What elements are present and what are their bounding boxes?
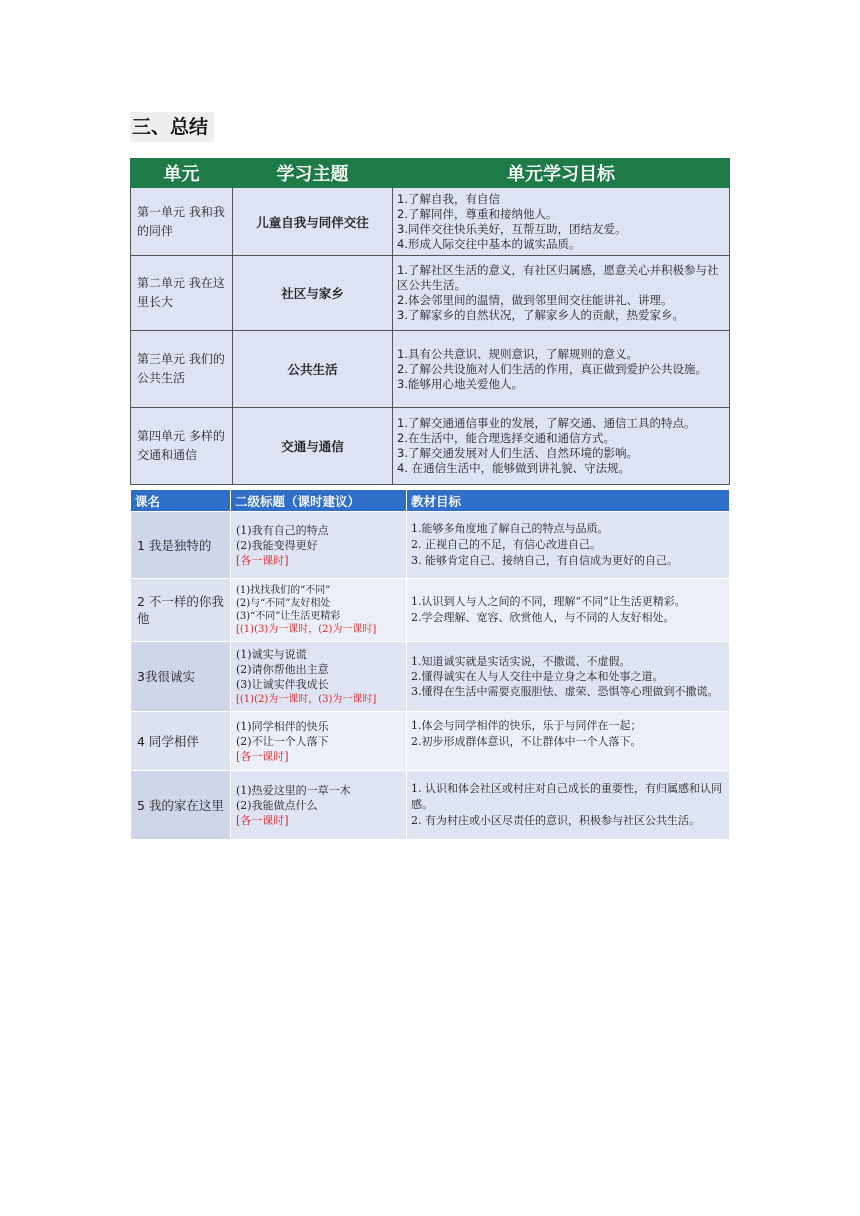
- unit-goals: [393, 188, 730, 256]
- course-name: 1 我是独特的: [131, 512, 231, 579]
- aim-line: 2.初步形成群体意识，不让群体中一个人落下。: [411, 735, 642, 748]
- unit-theme: 社区与家乡: [233, 256, 393, 331]
- aim-line: 1.认识到人与人之间的不同，理解“不同”让生活更精彩。: [411, 595, 686, 608]
- course-subtitles: [231, 771, 407, 840]
- unit-name: 第一单元 我和我的同伴: [131, 188, 233, 256]
- goal-line: 1.具有公共意识、规则意识，了解规则的意义。: [397, 346, 638, 361]
- header-unit: 单元: [131, 159, 233, 188]
- course-table-header: [131, 490, 730, 512]
- unit-row: [131, 408, 730, 485]
- goal-line: 3.了解家乡的自然状况，了解家乡人的贡献，热爱家乡。: [397, 308, 684, 322]
- period-note: [各一课时]: [236, 813, 289, 827]
- subtitle-line: (1)我有自己的特点: [236, 523, 329, 537]
- goal-line: 3.能够用心地关爱他人。: [397, 376, 523, 391]
- goal-line: 2.体会邻里间的温情，做到邻里间交往能讲礼、讲理。: [397, 293, 673, 307]
- course-name: 2 不一样的你我他: [131, 579, 231, 642]
- period-note: [(1)(2)为一课时，(3)为一课时]: [236, 693, 377, 705]
- aim-line: 3.懂得在生活中需要克服胆怯、虚荣、恐惧等心理做到不撒谎。: [411, 685, 719, 698]
- subtitle-line: (3)让诚实伴我成长: [236, 677, 329, 691]
- course-subtitles: [231, 642, 407, 712]
- goal-line: 3.了解交通发展对人们生活、自然环境的影响。: [397, 446, 638, 460]
- subtitle-line: (2)与“不同”友好相处: [236, 598, 331, 609]
- course-aims: [407, 512, 730, 579]
- subtitle-line: (1)找找我们的“不同”: [236, 585, 331, 596]
- aim-line: 2. 正视自己的不足，有信心改进自己。: [411, 538, 601, 551]
- unit-name: 第二单元 我在这里长大: [131, 256, 233, 331]
- aim-line: 3. 能够肯定自己、接纳自己，有自信成为更好的自己。: [411, 554, 678, 567]
- course-row: [131, 642, 730, 712]
- course-aims: [407, 712, 730, 771]
- unit-row: [131, 331, 730, 408]
- subtitle-line: (1)同学相伴的快乐: [236, 719, 329, 733]
- course-aims: [407, 642, 730, 712]
- course-name: 4 同学相伴: [131, 712, 231, 771]
- goal-line: 3.同伴交往快乐美好，互帮互助，团结友爱。: [397, 221, 627, 236]
- goal-line: 4.形成人际交往中基本的诚实品质。: [397, 236, 581, 251]
- section-heading: 三、总结: [130, 112, 214, 142]
- course-aims: [407, 579, 730, 642]
- goal-line: 2.在生活中，能合理选择交通和通信方式。: [397, 431, 615, 445]
- goal-line: 1.了解交通通信事业的发展，了解交通、通信工具的特点。: [397, 416, 696, 430]
- goal-line: 1.了解社区生活的意义，有社区归属感，愿意关心并积极参与社区公共生活。: [397, 263, 719, 292]
- period-note: [各一课时]: [236, 749, 289, 763]
- period-note: [(1)(3)为一课时，(2)为一课时]: [236, 624, 377, 635]
- aim-line: 1. 认识和体会社区或村庄对自己成长的重要性，有归属感和认同感。: [411, 782, 722, 811]
- aim-line: 2.懂得诚实在人与人交往中是立身之本和处事之道。: [411, 670, 664, 683]
- goal-line: 4. 在通信生活中，能够做到讲礼貌、守法规。: [397, 461, 631, 475]
- course-subtitles: [231, 512, 407, 579]
- subtitle-line: (2)请你帮他出主意: [236, 662, 329, 676]
- course-row: [131, 512, 730, 579]
- unit-goals: [393, 256, 730, 331]
- unit-theme: 公共生活: [233, 331, 393, 408]
- unit-theme: 交通与通信: [233, 408, 393, 485]
- course-name: 3我很诚实: [131, 642, 231, 712]
- unit-name: 第四单元 多样的交通和通信: [131, 408, 233, 485]
- course-row: [131, 579, 730, 642]
- unit-theme: 儿童自我与同伴交往: [233, 188, 393, 256]
- course-aims: [407, 771, 730, 840]
- course-subtitles: [231, 712, 407, 771]
- course-table: [130, 489, 730, 840]
- course-row: [131, 771, 730, 840]
- aim-line: 1.能够多角度地了解自己的特点与品质。: [411, 522, 609, 535]
- goal-line: 2.了解同伴，尊重和接纳他人。: [397, 206, 558, 221]
- goal-line: 1.了解自我，有自信: [397, 191, 500, 206]
- header-goals: 单元学习目标: [393, 159, 730, 188]
- unit-goals: [393, 331, 730, 408]
- course-subtitles: [231, 579, 407, 642]
- header-course: 课名: [131, 490, 231, 512]
- subtitle-line: (1)诚实与说谎: [236, 647, 307, 661]
- aim-line: 1.知道诚实就是实话实说，不撒谎、不虚假。: [411, 655, 631, 668]
- goal-line: 2.了解公共设施对人们生活的作用，真正做到爱护公共设施。: [397, 361, 707, 376]
- header-aims: 教材目标: [407, 490, 730, 512]
- aim-line: 2. 有为村庄或小区尽责任的意识，积极参与社区公共生活。: [411, 814, 700, 827]
- subtitle-line: (2)我能变得更好: [236, 538, 318, 552]
- course-row: [131, 712, 730, 771]
- unit-goals: [393, 408, 730, 485]
- unit-table-header: [131, 159, 730, 188]
- subtitle-line: (1)热爱这里的一草一木: [236, 783, 351, 797]
- subtitle-line: (2)我能做点什么: [236, 798, 318, 812]
- unit-row: [131, 256, 730, 331]
- aim-line: 2.学会理解、宽容、欣赏他人，与不同的人友好相处。: [411, 611, 675, 624]
- unit-name: 第三单元 我们的公共生活: [131, 331, 233, 408]
- header-subtitle: 二级标题（课时建议）: [231, 490, 407, 512]
- subtitle-line: (3)“不同”让生活更精彩: [236, 611, 341, 622]
- header-theme: 学习主题: [233, 159, 393, 188]
- aim-line: 1.体会与同学相伴的快乐，乐于与同伴在一起；: [411, 719, 642, 732]
- unit-row: [131, 188, 730, 256]
- subtitle-line: (2)不让一个人落下: [236, 734, 329, 748]
- period-note: [各一课时]: [236, 553, 289, 567]
- course-name: 5 我的家在这里: [131, 771, 231, 840]
- unit-summary-table: [130, 158, 730, 485]
